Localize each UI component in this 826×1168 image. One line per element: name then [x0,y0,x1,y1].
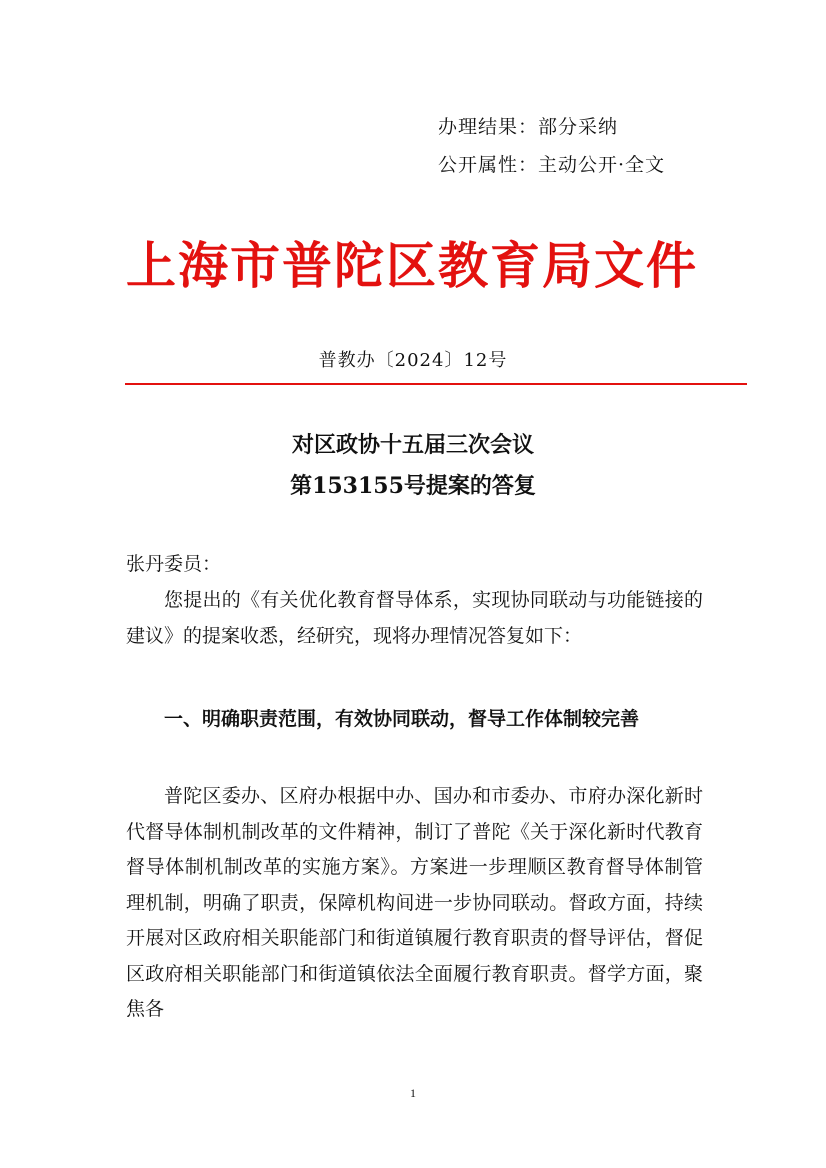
disclosure-label: 公开属性： [438,154,539,176]
disclosure-attribute [438,150,665,177]
paragraph-2: 普陀区委办、区府办根据中办、国办和市委办、市府办深化新时代督导体制机制改革的文件精神，制订了普陀《关于深化新时代教育督导体制机制改革的实施方案》。方案进一步理顺区教育督导体制管理机制，明确了职责，保障机构间进一步协同联动。督政方面，持续开展对区政府相关职能部门和街道镇履行教育职责的督导评估，督促区政府相关职能部门和街道镇依法全面履行教育职责。督学方面，聚焦各 [126,785,703,1020]
handling-result-label: 办理结果： [438,116,539,138]
handling-result [438,112,618,139]
paragraph-1: 您提出的《有关优化教育督导体系，实现协同联动与功能链接的建议》的提案收悉，经研究，现将办理情况答复如下： [126,589,703,647]
subject-line-1: 对区政协十五届三次会议 [291,432,534,458]
page-number: 1 [410,1086,416,1100]
section-heading-1: 一、明确职责范围，有效协同联动，督导工作体制较完善 [164,708,640,730]
handling-result-value: 部分采纳 [538,116,619,138]
salutation: 张丹委员： [126,553,222,575]
subject-line-2: 第153155号提案的答复 [290,473,536,499]
red-divider-line [125,383,747,385]
document-number: 普教办〔2024〕12号 [318,350,508,371]
disclosure-value: 主动公开·全文 [538,154,666,176]
document-header-title: 上海市普陀区教育局文件 [126,236,698,295]
